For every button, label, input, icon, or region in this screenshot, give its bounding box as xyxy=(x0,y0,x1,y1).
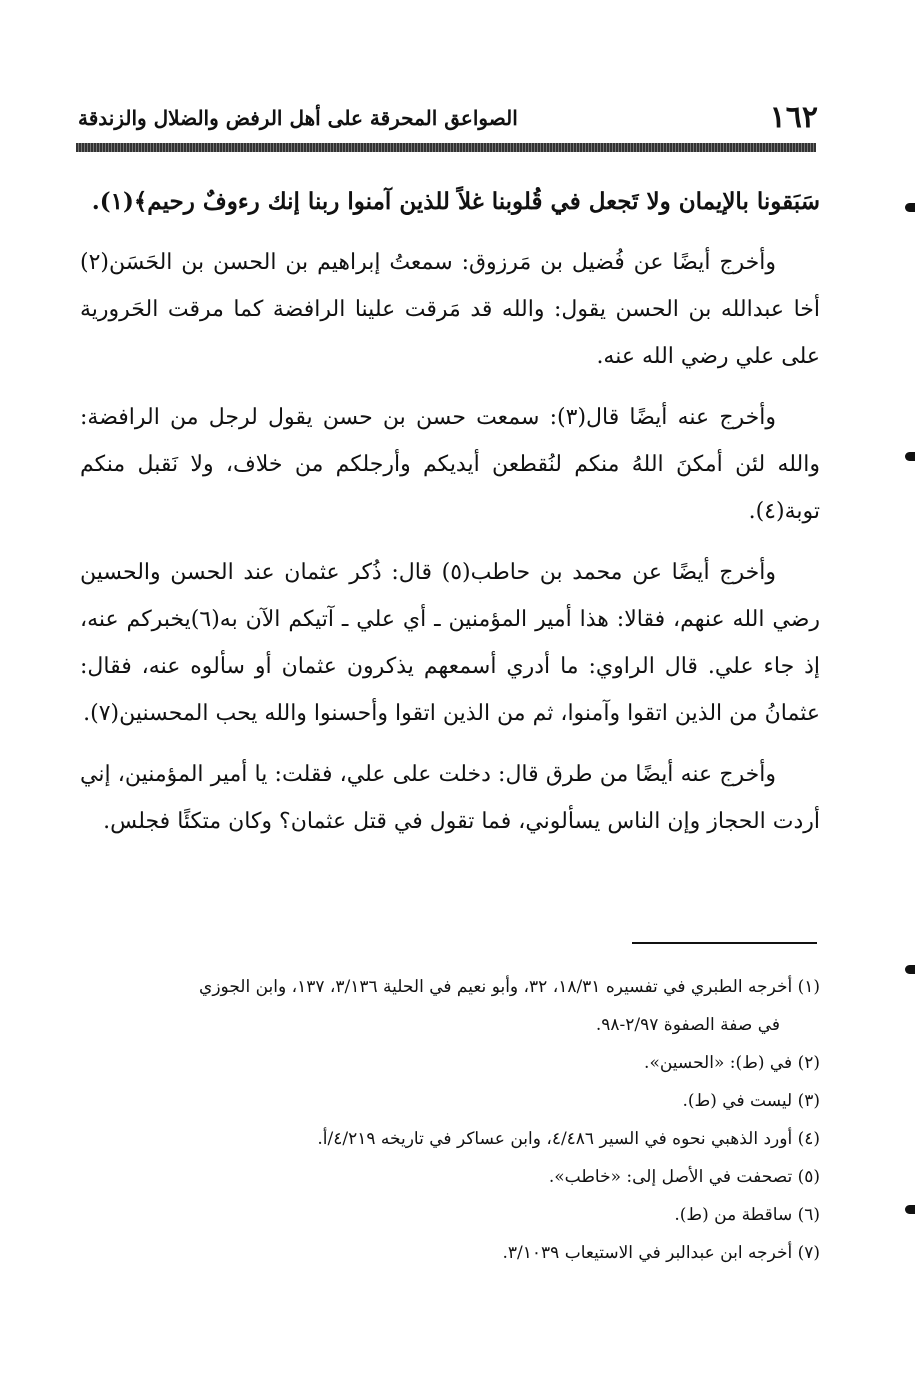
footnote-2: (٢) في (ط): «الحسين». xyxy=(644,1053,820,1073)
footnote-5: (٥) تصحفت في الأصل إلى: «خاطب». xyxy=(548,1167,820,1187)
paragraph-hasan-ibn-hasan: وأخرج عنه أيضًا قال(٣): سمعت حسن بن حسن يقول لرجل من الرافضة: والله لئن أمكنَ اللهُ منكم لنُقطعن أيديكم وأرجلكم من خلاف، ولا نَقبل منكم توبة(٤). xyxy=(80,405,820,524)
footnote-6: (٦) ساقطة من (ط). xyxy=(674,1205,820,1225)
scan-edge-mark xyxy=(905,203,915,212)
footnote-separator xyxy=(632,942,817,944)
quran-verse-paragraph: سَبَقونا بالإيمان ولا تَجعل في قُلوبنا غلاً للذين آمنوا ربنا إنك رءوفٌ رحيم﴾(١). xyxy=(91,188,820,215)
scan-edge-mark xyxy=(905,1205,915,1214)
body-text xyxy=(80,178,820,859)
paragraph-muhammad-ibn-hatib: وأخرج أيضًا عن محمد بن حاطب(٥) قال: ذُكر عثمان عند الحسن والحسين رضي الله عنهم، فقالا: هذا أمير المؤمنين ـ أي علي ـ آتيكم الآن به(٦)يخبركم عنه، إذ جاء علي. قال الراوي: ما أدري أسمعهم يذكرون عثمان أو سألوه عنه، فقال: عثمانُ من الذين اتقوا وآمنوا، ثم من الذين اتقوا وأحسنوا والله يحب المحسنين(٧). xyxy=(80,560,820,726)
paragraph-turuq: وأخرج عنه أيضًا من طرق قال: دخلت على علي، فقلت: يا أمير المؤمنين، إني أردت الحجاز وإن الناس يسألوني، فما تقول في قتل عثمان؟ وكان متكئًا فجلس. xyxy=(80,762,820,834)
footnote-1-continued: في صفة الصفوة ٢/٩٧-٩٨. xyxy=(595,1015,780,1035)
scan-edge-mark xyxy=(905,965,915,974)
page-number: ١٦٢ xyxy=(769,100,818,135)
footnote-4: (٤) أورد الذهبي نحوه في السير ٤/٤٨٦، وابن عساكر في تاريخه ٤/٢١٩/أ. xyxy=(317,1129,820,1149)
paragraph-fudayl: وأخرج أيضًا عن فُضيل بن مَرزوق: سمعتُ إبراهيم بن الحسن بن الحَسَن(٢) أخا عبدالله بن الحسن يقول: والله قد مَرقت علينا الرافضة كما مرقت الحَرورية على علي رضي الله عنه. xyxy=(80,250,820,369)
footnote-3: (٣) ليست في (ط). xyxy=(682,1091,820,1111)
header-rule xyxy=(76,143,816,152)
scan-edge-mark xyxy=(905,452,915,461)
page-header xyxy=(78,100,818,140)
running-title: الصواعق المحرقة على أهل الرفض والضلال والزندقة xyxy=(78,106,518,130)
footnote-1: (١) أخرجه الطبري في تفسيره ١٨/٣١، ٣٢، وأبو نعيم في الحلية ٣/١٣٦، ١٣٧، وابن الجوزي xyxy=(199,977,820,997)
footnotes xyxy=(80,968,820,1272)
footnote-7: (٧) أخرجه ابن عبدالبر في الاستيعاب ٣/١٠٣٩. xyxy=(502,1243,820,1263)
